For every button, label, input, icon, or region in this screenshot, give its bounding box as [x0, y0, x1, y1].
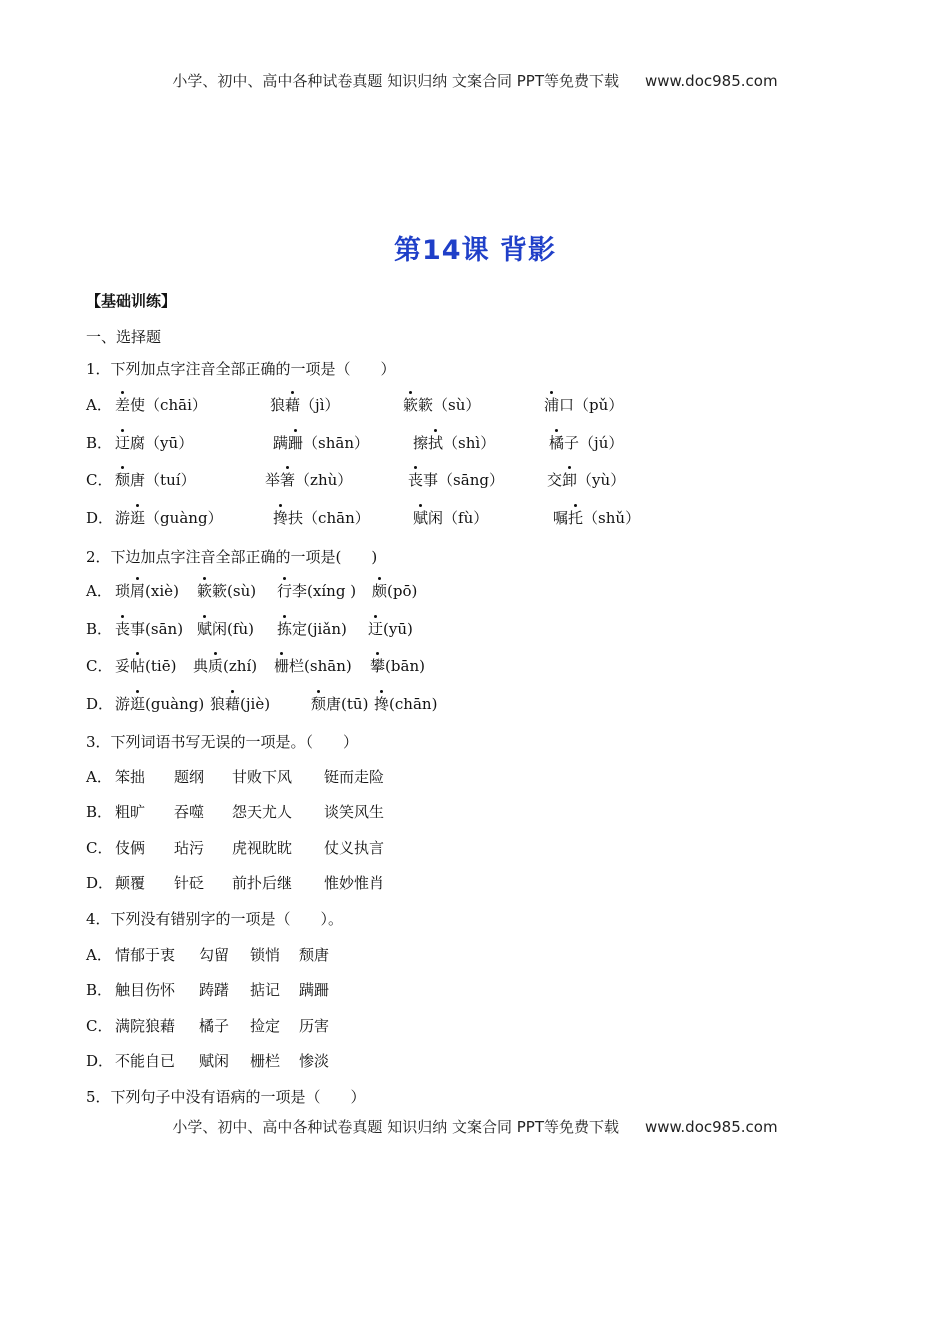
option-row [86, 801, 114, 822]
option-item: 游逛(guàng) [115, 695, 205, 713]
option-item: 丧事（sāng） [408, 471, 504, 489]
option-label: A． [86, 946, 112, 964]
option-item: 栅栏 [250, 1052, 281, 1070]
option-item: 赋闲（fù） [413, 509, 489, 527]
option-item: 浦口（pǔ） [544, 396, 624, 414]
header-site: www.doc985.com [644, 72, 778, 90]
lesson-title: 第14课 背影 [394, 235, 556, 266]
option-item: 狼藉(jiè) [210, 695, 271, 713]
option-row [86, 507, 114, 528]
option-row [86, 469, 114, 490]
option-item: 题纲 [174, 768, 205, 786]
option-item: 簌簌(sù) [197, 582, 257, 600]
part-heading: 一、选择题 [86, 328, 162, 346]
option-item: 迂腐（yū） [115, 434, 194, 452]
option-item: 蹒跚 [299, 981, 330, 999]
option-item: 簌簌（sù） [403, 396, 481, 414]
option-item: 不能自已 [115, 1052, 176, 1070]
option-label: C． [86, 471, 113, 489]
option-item: 赋闲(fù) [197, 620, 254, 638]
option-item: 铤而走险 [324, 768, 385, 786]
option-label: B． [86, 803, 113, 821]
option-item: 伎俩 [115, 839, 146, 857]
option-item: 橘子 [199, 1017, 230, 1035]
option-label: D． [86, 695, 114, 713]
option-item: 满院狼藉 [115, 1017, 176, 1035]
option-item: 笨拙 [115, 768, 146, 786]
footer-text: 小学、初中、高中各种试卷真题 知识归纳 文案合同 PPT等免费下载 [172, 1118, 619, 1136]
option-label: B． [86, 620, 113, 638]
page-footer [0, 1116, 950, 1137]
question-stem: 2．下边加点字注音全部正确的一项是( ) [86, 548, 378, 566]
option-item: 怨天尤人 [232, 803, 293, 821]
option-item: 丧事(sān) [115, 620, 184, 638]
option-item: 嘱托（shǔ） [553, 509, 641, 527]
option-item: 典质(zhí) [193, 657, 258, 675]
question-stem: 1．下列加点字注音全部正确的一项是（ ） [86, 360, 396, 378]
option-item: 交卸（yù） [547, 471, 626, 489]
option-item: 游逛（guàng） [115, 509, 223, 527]
option-row [86, 693, 114, 714]
option-item: 搀(chān) [374, 695, 438, 713]
option-item: 栅栏(shān) [274, 657, 352, 675]
option-item: 谈笑风生 [324, 803, 385, 821]
option-row [86, 944, 114, 965]
option-item: 颇(pō) [372, 582, 418, 600]
option-item: 妥帖(tiē) [115, 657, 177, 675]
option-item: 前扑后继 [232, 874, 293, 892]
option-row [86, 618, 114, 639]
option-item: 粗旷 [115, 803, 146, 821]
footer-site: www.doc985.com [644, 1118, 778, 1136]
option-item: 橘子（jú） [549, 434, 624, 452]
option-row [86, 872, 114, 893]
option-label: A． [86, 582, 112, 600]
option-label: C． [86, 657, 113, 675]
option-item: 行李(xíng ) [277, 582, 357, 600]
option-item: 差使（chāi） [115, 396, 207, 414]
option-item: 惟妙惟肖 [324, 874, 385, 892]
option-item: 玷污 [174, 839, 205, 857]
option-label: B． [86, 434, 113, 452]
option-label: C． [86, 839, 113, 857]
option-item: 锁悄 [250, 946, 281, 964]
option-item: 颠覆 [115, 874, 146, 892]
option-item: 掂记 [250, 981, 281, 999]
option-item: 情郁于衷 [115, 946, 176, 964]
option-row [86, 979, 114, 1000]
option-row [86, 432, 114, 453]
option-item: 触目伤怀 [115, 981, 176, 999]
option-row [86, 394, 114, 415]
header-text: 小学、初中、高中各种试卷真题 知识归纳 文案合同 PPT等免费下载 [172, 72, 619, 90]
option-label: D． [86, 509, 114, 527]
option-item: 蹒跚（shān） [273, 434, 370, 452]
option-item: 狼藉（jì） [270, 396, 340, 414]
option-item: 举箸（zhù） [265, 471, 353, 489]
option-row [86, 837, 114, 858]
option-row [86, 1050, 114, 1071]
option-row [86, 580, 114, 601]
option-row [86, 766, 114, 787]
question-stem: 3．下列词语书写无误的一项是。（ ） [86, 733, 359, 751]
option-item: 历害 [299, 1017, 330, 1035]
option-label: C． [86, 1017, 113, 1035]
option-item: 攀(bān) [370, 657, 425, 675]
option-label: D． [86, 874, 114, 892]
option-item: 针砭 [174, 874, 205, 892]
option-row [86, 1015, 114, 1036]
option-item: 颓唐 [299, 946, 330, 964]
option-item: 迂(yū) [368, 620, 413, 638]
page-header [0, 70, 950, 91]
option-label: A． [86, 768, 112, 786]
option-item: 搀扶（chān） [273, 509, 370, 527]
option-label: A． [86, 396, 112, 414]
option-label: D． [86, 1052, 114, 1070]
option-item: 踌躇 [199, 981, 230, 999]
option-item: 拣定(jiǎn) [277, 620, 347, 638]
option-item: 勾留 [199, 946, 230, 964]
option-item: 惨淡 [299, 1052, 330, 1070]
option-item: 仗义执言 [324, 839, 385, 857]
question-stem: 5．下列句子中没有语病的一项是（ ） [86, 1088, 366, 1106]
option-item: 颓唐（tuí） [115, 471, 196, 489]
option-item: 虎视眈眈 [232, 839, 293, 857]
section-heading: 【基础训练】 [86, 292, 177, 310]
option-item: 赋闲 [199, 1052, 230, 1070]
option-item: 颓唐(tū) [311, 695, 369, 713]
option-item: 吞噬 [174, 803, 205, 821]
option-item: 琐屑(xiè) [115, 582, 179, 600]
option-item: 擦拭（shì） [413, 434, 496, 452]
option-item: 甘败下风 [232, 768, 293, 786]
option-label: B． [86, 981, 113, 999]
question-stem: 4．下列没有错别字的一项是（ ）。 [86, 910, 344, 928]
option-row [86, 655, 114, 676]
option-item: 捡定 [250, 1017, 281, 1035]
